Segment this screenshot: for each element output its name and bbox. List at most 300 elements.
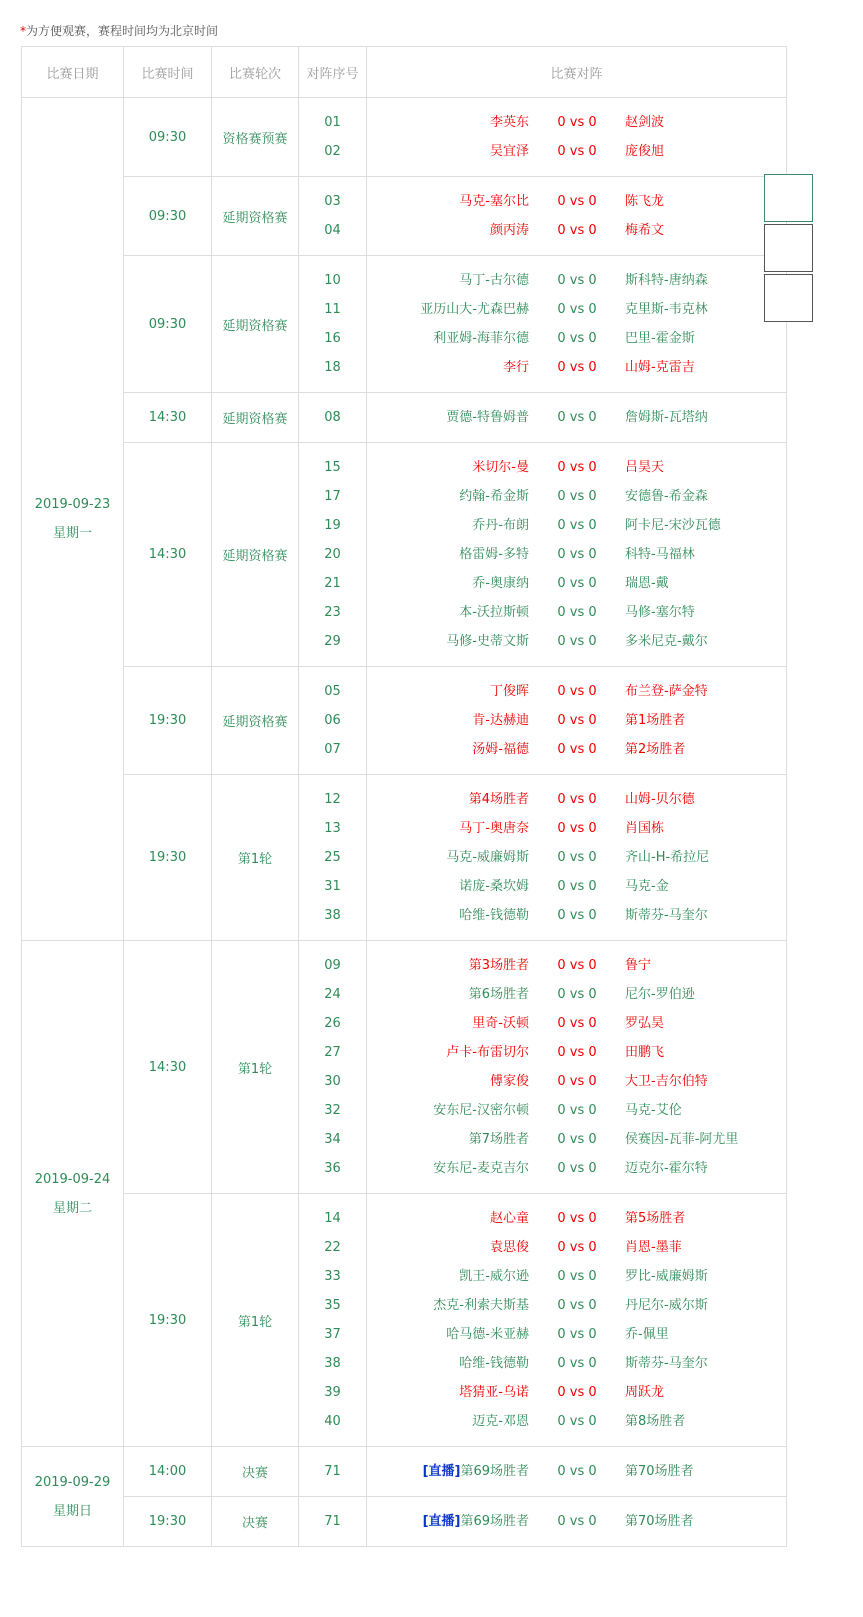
matchup-row xyxy=(367,295,786,324)
away-player: 马克-金 xyxy=(625,879,669,894)
away-player: 马克-艾伦 xyxy=(625,1103,682,1118)
away-player: 庞俊旭 xyxy=(625,144,665,159)
time-cell: 14:30 xyxy=(124,443,212,667)
away-player: 田鹏飞 xyxy=(625,1045,665,1060)
time-cell: 19:30 xyxy=(124,775,212,941)
home-player-name: 肯-达赫迪 xyxy=(472,713,529,728)
home-player-name: 第69场胜者 xyxy=(460,1514,529,1529)
matchup-cell xyxy=(367,667,787,775)
away-player: 罗弘昊 xyxy=(625,1016,665,1031)
match-number-cell xyxy=(299,775,367,941)
away-player: 巴里-霍金斯 xyxy=(625,331,695,346)
home-player-name: 哈马德-米亚赫 xyxy=(446,1327,529,1342)
matchup-row xyxy=(367,353,786,382)
matchup-cell xyxy=(367,443,787,667)
match-number: 04 xyxy=(324,223,341,238)
time-cell: 09:30 xyxy=(124,177,212,256)
home-player xyxy=(367,1154,529,1183)
away-player: 山姆-克雷吉 xyxy=(625,360,695,375)
home-player-name: 塔猜亚-乌诺 xyxy=(459,1385,529,1400)
match-number: 71 xyxy=(324,1464,341,1479)
away-player: 赵剑波 xyxy=(625,115,665,130)
score: 0 vs 0 xyxy=(557,144,597,159)
match-number-cell xyxy=(299,256,367,393)
home-player xyxy=(367,1204,529,1233)
home-player-name: 迈克-邓恩 xyxy=(472,1414,529,1429)
home-player-name: 安东尼-汉密尔顿 xyxy=(433,1103,529,1118)
matchup-row xyxy=(367,1320,786,1349)
home-player-name: 李行 xyxy=(502,360,529,375)
matchup-row xyxy=(367,1096,786,1125)
session-row xyxy=(22,1447,787,1497)
home-player xyxy=(367,216,529,245)
score: 0 vs 0 xyxy=(557,821,597,836)
match-number: 11 xyxy=(324,302,341,317)
away-player: 周跃龙 xyxy=(625,1385,665,1400)
matchup-row xyxy=(367,1407,786,1436)
score: 0 vs 0 xyxy=(557,1298,597,1313)
round-cell: 延期资格赛 xyxy=(212,443,299,667)
away-player: 斯蒂芬-马奎尔 xyxy=(625,908,708,923)
match-number: 35 xyxy=(324,1298,341,1313)
score: 0 vs 0 xyxy=(557,958,597,973)
away-player: 第1场胜者 xyxy=(625,713,686,728)
home-player xyxy=(367,511,529,540)
round-cell: 决赛 xyxy=(212,1447,299,1497)
away-player: 侯赛因-瓦菲-阿尤里 xyxy=(625,1132,739,1147)
home-player-name: 贾德-特鲁姆普 xyxy=(446,410,529,425)
matchup-row xyxy=(367,1154,786,1183)
matchup-cell xyxy=(367,256,787,393)
score: 0 vs 0 xyxy=(557,605,597,620)
away-player: 丹尼尔-威尔斯 xyxy=(625,1298,708,1313)
home-player xyxy=(367,1378,529,1407)
home-player xyxy=(367,980,529,1009)
match-number: 15 xyxy=(324,460,341,475)
score: 0 vs 0 xyxy=(557,1327,597,1342)
match-number: 38 xyxy=(324,908,341,923)
timezone-note xyxy=(20,22,218,39)
matchup-row xyxy=(367,1262,786,1291)
score: 0 vs 0 xyxy=(557,1016,597,1031)
time-cell: 14:30 xyxy=(124,941,212,1194)
home-player xyxy=(367,403,529,432)
score: 0 vs 0 xyxy=(557,331,597,346)
home-player xyxy=(367,295,529,324)
match-number: 19 xyxy=(324,518,341,533)
match-number-cell xyxy=(299,941,367,1194)
matchup-row xyxy=(367,951,786,980)
score: 0 vs 0 xyxy=(557,792,597,807)
matchup-cell xyxy=(367,1194,787,1447)
match-number: 21 xyxy=(324,576,341,591)
home-player-name: 丁俊晖 xyxy=(489,684,529,699)
away-player: 斯蒂芬-马奎尔 xyxy=(625,1356,708,1371)
match-number-cell xyxy=(299,98,367,177)
session-row xyxy=(22,443,787,667)
score: 0 vs 0 xyxy=(557,518,597,533)
home-player xyxy=(367,569,529,598)
match-number: 14 xyxy=(324,1211,341,1226)
matchup-row xyxy=(367,1291,786,1320)
home-player-name: 米切尔-曼 xyxy=(472,460,529,475)
home-player-name: 亚历山大-尤森巴赫 xyxy=(420,302,529,317)
home-player-name: 约翰-希金斯 xyxy=(459,489,529,504)
away-player: 第70场胜者 xyxy=(625,1514,694,1529)
matchup-row xyxy=(367,1038,786,1067)
score: 0 vs 0 xyxy=(557,302,597,317)
home-player-name: 乔丹-布朗 xyxy=(472,518,529,533)
home-player xyxy=(367,1233,529,1262)
score: 0 vs 0 xyxy=(557,1240,597,1255)
home-player-name: 安东尼-麦克吉尔 xyxy=(433,1161,529,1176)
header-date: 比赛日期 xyxy=(22,47,124,98)
home-player-name: 本-沃拉斯顿 xyxy=(459,605,529,620)
home-player xyxy=(367,324,529,353)
home-player xyxy=(367,108,529,137)
score: 0 vs 0 xyxy=(557,908,597,923)
matchup-row xyxy=(367,980,786,1009)
match-number: 33 xyxy=(324,1269,341,1284)
home-player-name: 汤姆-福德 xyxy=(472,742,529,757)
match-number-cell xyxy=(299,393,367,443)
matchup-row xyxy=(367,1067,786,1096)
match-number: 05 xyxy=(324,684,341,699)
home-player xyxy=(367,1038,529,1067)
home-player-name: 吴宜泽 xyxy=(489,144,529,159)
score: 0 vs 0 xyxy=(557,1414,597,1429)
round-cell: 延期资格赛 xyxy=(212,393,299,443)
score: 0 vs 0 xyxy=(557,223,597,238)
score: 0 vs 0 xyxy=(557,576,597,591)
away-player: 瑞恩-戴 xyxy=(625,576,669,591)
home-player-name: 袁思俊 xyxy=(489,1240,529,1255)
session-row xyxy=(22,1194,787,1447)
live-link[interactable]: [直播] xyxy=(422,1464,461,1479)
date-text: 2019-09-24 xyxy=(34,1171,111,1187)
away-player: 多米尼克-戴尔 xyxy=(625,634,708,649)
matchup-cell xyxy=(367,98,787,177)
score: 0 vs 0 xyxy=(557,742,597,757)
time-cell: 19:30 xyxy=(124,1194,212,1447)
match-number: 20 xyxy=(324,547,341,562)
match-number: 26 xyxy=(324,1016,341,1031)
matchup-row xyxy=(367,324,786,353)
match-number-cell xyxy=(299,443,367,667)
away-player: 斯科特-唐纳森 xyxy=(625,273,708,288)
score: 0 vs 0 xyxy=(557,115,597,130)
live-link[interactable]: [直播] xyxy=(422,1514,461,1529)
round-cell: 延期资格赛 xyxy=(212,177,299,256)
away-player: 乔-佩里 xyxy=(625,1327,669,1342)
home-player-name: 利亚姆-海菲尔德 xyxy=(433,331,529,346)
home-player xyxy=(367,1407,529,1436)
score: 0 vs 0 xyxy=(557,489,597,504)
home-player xyxy=(367,540,529,569)
match-number: 08 xyxy=(324,410,341,425)
session-row xyxy=(22,177,787,256)
away-player: 第2场胜者 xyxy=(625,742,686,757)
weekday-text: 星期一 xyxy=(52,526,92,541)
home-player-name: 卢卡-布雷切尔 xyxy=(446,1045,529,1060)
session-row xyxy=(22,98,787,177)
home-player xyxy=(367,187,529,216)
side-widget-button-2[interactable] xyxy=(764,224,813,272)
away-player: 第70场胜者 xyxy=(625,1464,694,1479)
matchup-row xyxy=(367,187,786,216)
away-player: 詹姆斯-瓦塔纳 xyxy=(625,410,708,425)
home-player xyxy=(367,137,529,166)
match-number: 30 xyxy=(324,1074,341,1089)
home-player-name: 第3场胜者 xyxy=(468,958,529,973)
score: 0 vs 0 xyxy=(557,1045,597,1060)
session-row xyxy=(22,393,787,443)
match-number: 32 xyxy=(324,1103,341,1118)
round-cell: 决赛 xyxy=(212,1497,299,1547)
note-asterisk: * xyxy=(20,24,26,38)
away-player: 肖恩-墨菲 xyxy=(625,1240,682,1255)
match-number: 31 xyxy=(324,879,341,894)
home-player-name: 杰克-利索夫斯基 xyxy=(433,1298,529,1313)
header-time: 比赛时间 xyxy=(124,47,212,98)
score: 0 vs 0 xyxy=(557,1074,597,1089)
time-cell: 09:30 xyxy=(124,256,212,393)
match-number: 27 xyxy=(324,1045,341,1060)
matchup-row xyxy=(367,735,786,764)
match-number: 16 xyxy=(324,331,341,346)
home-player-name: 第7场胜者 xyxy=(468,1132,529,1147)
score: 0 vs 0 xyxy=(557,547,597,562)
home-player xyxy=(367,1320,529,1349)
home-player-name: 傅家俊 xyxy=(489,1074,529,1089)
home-player xyxy=(367,1009,529,1038)
matchup-row xyxy=(367,1009,786,1038)
home-player-name: 第69场胜者 xyxy=(460,1464,529,1479)
away-player: 安德鲁-希金森 xyxy=(625,489,708,504)
match-number: 36 xyxy=(324,1161,341,1176)
matchup-row xyxy=(367,1378,786,1407)
score: 0 vs 0 xyxy=(557,1161,597,1176)
matchup-row xyxy=(367,266,786,295)
matchup-row xyxy=(367,1457,786,1486)
match-number: 23 xyxy=(324,605,341,620)
score: 0 vs 0 xyxy=(557,194,597,209)
home-player xyxy=(367,1096,529,1125)
time-cell: 14:00 xyxy=(124,1447,212,1497)
home-player xyxy=(367,1349,529,1378)
round-cell: 第1轮 xyxy=(212,1194,299,1447)
home-player-name: 凯王-威尔逊 xyxy=(459,1269,529,1284)
score: 0 vs 0 xyxy=(557,360,597,375)
matchup-row xyxy=(367,598,786,627)
score: 0 vs 0 xyxy=(557,1356,597,1371)
side-widget-button-3[interactable] xyxy=(764,274,813,322)
match-number-cell xyxy=(299,1497,367,1547)
away-player: 马修-塞尔特 xyxy=(625,605,695,620)
score: 0 vs 0 xyxy=(557,1269,597,1284)
session-row xyxy=(22,256,787,393)
home-player-name: 格雷姆-多特 xyxy=(459,547,529,562)
matchup-row xyxy=(367,108,786,137)
home-player xyxy=(367,353,529,382)
away-player: 罗比-威廉姆斯 xyxy=(625,1269,708,1284)
match-number: 13 xyxy=(324,821,341,836)
away-player: 齐山-H-希拉尼 xyxy=(625,850,710,865)
matchup-row xyxy=(367,511,786,540)
matchup-cell xyxy=(367,1497,787,1547)
matchup-row xyxy=(367,901,786,930)
home-player xyxy=(367,951,529,980)
time-cell: 19:30 xyxy=(124,1497,212,1547)
matchup-row xyxy=(367,1507,786,1536)
weekday-text: 星期日 xyxy=(52,1503,92,1519)
home-player xyxy=(367,1291,529,1320)
round-cell: 延期资格赛 xyxy=(212,667,299,775)
match-number: 40 xyxy=(324,1414,341,1429)
away-player: 第8场胜者 xyxy=(625,1414,686,1429)
home-player xyxy=(367,1507,529,1536)
session-row xyxy=(22,775,787,941)
score: 0 vs 0 xyxy=(557,1385,597,1400)
home-player xyxy=(367,1457,529,1486)
matchup-row xyxy=(367,843,786,872)
schedule-body xyxy=(22,98,787,1547)
score: 0 vs 0 xyxy=(557,987,597,1002)
matchup-row xyxy=(367,453,786,482)
side-widget-button-1[interactable] xyxy=(764,174,813,222)
home-player-name: 第6场胜者 xyxy=(468,987,529,1002)
away-player: 大卫-吉尔伯特 xyxy=(625,1074,708,1089)
matchup-row xyxy=(367,872,786,901)
away-player: 第5场胜者 xyxy=(625,1211,686,1226)
score: 0 vs 0 xyxy=(557,713,597,728)
weekday-text: 星期二 xyxy=(52,1200,92,1216)
matchup-row xyxy=(367,540,786,569)
score: 0 vs 0 xyxy=(557,1464,597,1479)
time-cell: 09:30 xyxy=(124,98,212,177)
round-cell: 第1轮 xyxy=(212,775,299,941)
away-player: 阿卡尼-宋沙瓦德 xyxy=(625,518,721,533)
match-number: 12 xyxy=(324,792,341,807)
away-player: 梅希文 xyxy=(625,223,665,238)
matchup-row xyxy=(367,1125,786,1154)
score: 0 vs 0 xyxy=(557,634,597,649)
home-player-name: 第4场胜者 xyxy=(468,792,529,807)
match-number: 71 xyxy=(324,1514,341,1529)
match-number: 10 xyxy=(324,273,341,288)
away-player: 迈克尔-霍尔特 xyxy=(625,1161,708,1176)
score: 0 vs 0 xyxy=(557,684,597,699)
date-text: 2019-09-29 xyxy=(34,1474,111,1490)
score: 0 vs 0 xyxy=(557,410,597,425)
away-player: 克里斯-韦克林 xyxy=(625,302,708,317)
date-cell xyxy=(22,98,124,941)
round-cell: 第1轮 xyxy=(212,941,299,1194)
away-player: 尼尔-罗伯逊 xyxy=(625,987,695,1002)
match-number-cell xyxy=(299,1194,367,1447)
note-text: 为方便观赛，赛程时间均为北京时间 xyxy=(26,24,219,38)
matchup-cell xyxy=(367,775,787,941)
header-round: 比赛轮次 xyxy=(212,47,299,98)
home-player-name: 颜丙涛 xyxy=(489,223,529,238)
match-number: 24 xyxy=(324,987,341,1002)
away-player: 科特-马福林 xyxy=(625,547,695,562)
match-number: 17 xyxy=(324,489,341,504)
date-text: 2019-09-23 xyxy=(34,497,111,512)
matchup-row xyxy=(367,1233,786,1262)
home-player-name: 里奇-沃顿 xyxy=(472,1016,529,1031)
match-number: 09 xyxy=(324,958,341,973)
score: 0 vs 0 xyxy=(557,879,597,894)
score: 0 vs 0 xyxy=(557,460,597,475)
match-number: 34 xyxy=(324,1132,341,1147)
match-number-cell xyxy=(299,1447,367,1497)
home-player xyxy=(367,785,529,814)
matchup-cell xyxy=(367,1447,787,1497)
match-number: 07 xyxy=(324,742,341,757)
matchup-row xyxy=(367,403,786,432)
away-player: 吕昊天 xyxy=(625,460,665,475)
away-player: 鲁宁 xyxy=(625,958,652,973)
match-number: 38 xyxy=(324,1356,341,1371)
match-number: 29 xyxy=(324,634,341,649)
matchup-row xyxy=(367,814,786,843)
match-number-cell xyxy=(299,177,367,256)
time-cell: 14:30 xyxy=(124,393,212,443)
home-player xyxy=(367,266,529,295)
home-player xyxy=(367,872,529,901)
round-cell: 资格赛预赛 xyxy=(212,98,299,177)
match-number: 06 xyxy=(324,713,341,728)
matchup-row xyxy=(367,706,786,735)
matchup-row xyxy=(367,1349,786,1378)
match-number: 01 xyxy=(324,115,341,130)
matchup-cell xyxy=(367,941,787,1194)
home-player-name: 乔-奥康纳 xyxy=(472,576,529,591)
round-cell: 延期资格赛 xyxy=(212,256,299,393)
home-player-name: 哈维-钱德勒 xyxy=(459,1356,529,1371)
home-player-name: 马克-威廉姆斯 xyxy=(446,850,529,865)
home-player xyxy=(367,1125,529,1154)
session-row xyxy=(22,941,787,1194)
match-number: 37 xyxy=(324,1327,341,1342)
score: 0 vs 0 xyxy=(557,1103,597,1118)
home-player-name: 马克-塞尔比 xyxy=(459,194,529,209)
matchup-row xyxy=(367,627,786,656)
home-player xyxy=(367,598,529,627)
home-player-name: 马丁-奥唐奈 xyxy=(459,821,529,836)
away-player: 肖国栋 xyxy=(625,821,665,836)
home-player xyxy=(367,706,529,735)
score: 0 vs 0 xyxy=(557,273,597,288)
match-number: 22 xyxy=(324,1240,341,1255)
matchup-cell xyxy=(367,393,787,443)
header-matchup: 比赛对阵 xyxy=(367,47,787,98)
score: 0 vs 0 xyxy=(557,1132,597,1147)
home-player xyxy=(367,627,529,656)
home-player-name: 马丁-古尔德 xyxy=(459,273,529,288)
matchup-row xyxy=(367,482,786,511)
header-match-number: 对阵序号 xyxy=(299,47,367,98)
home-player xyxy=(367,901,529,930)
home-player xyxy=(367,1262,529,1291)
matchup-row xyxy=(367,677,786,706)
home-player-name: 马修-史蒂文斯 xyxy=(446,634,529,649)
matchup-row xyxy=(367,1204,786,1233)
score: 0 vs 0 xyxy=(557,1514,597,1529)
match-number: 02 xyxy=(324,144,341,159)
home-player xyxy=(367,453,529,482)
